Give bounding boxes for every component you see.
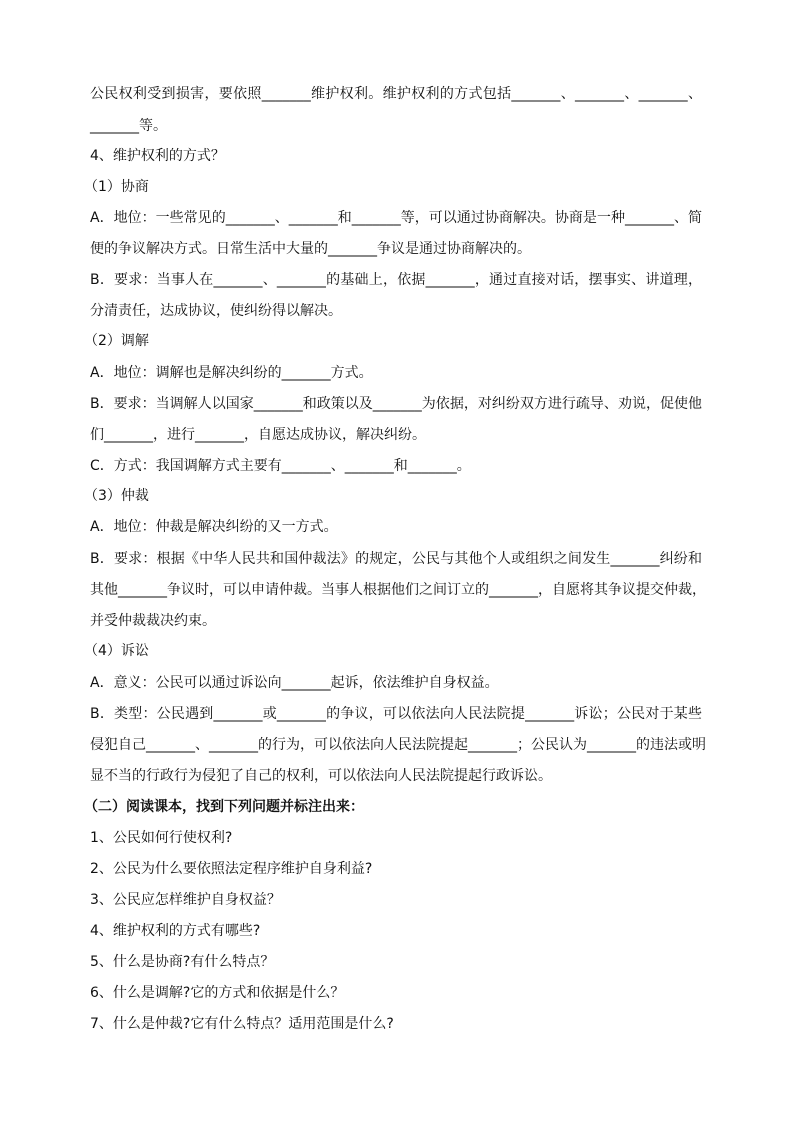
text-line: A．地位：一些常见的_______、_______和_______等，可以通过协商解决。协商是一种_______、简 bbox=[90, 210, 702, 226]
text-line: 们_______，进行_______，自愿达成协议，解决纠纷。 bbox=[90, 427, 426, 443]
question-item: 5、什么是协商?有什么特点？ bbox=[90, 954, 275, 970]
text-line: 并受仲裁裁决约束。 bbox=[90, 613, 216, 629]
text-line: A．意义：公民可以通过诉讼向_______起诉，依法维护自身权益。 bbox=[90, 675, 499, 691]
text-line: 便的争议解决方式。日常生活中大量的_______争议是通过协商解决的。 bbox=[90, 241, 531, 257]
text-line: 公民权利受到损害，要依照_______维护权利。维护权利的方式包括_______、_______、_______、 bbox=[90, 86, 702, 102]
question-item: 7、什么是仲裁?它有什么特点？适用范围是什么? bbox=[90, 1016, 394, 1032]
subsection-heading: （4）诉讼 bbox=[84, 643, 149, 659]
question-item: 6、什么是调解?它的方式和依据是什么？ bbox=[90, 985, 345, 1001]
text-line: 分清责任，达成协议，使纠纷得以解决。 bbox=[90, 303, 342, 319]
text-line: 显不当的行政行为侵犯了自己的权利，可以依法向人民法院提起行政诉讼。 bbox=[90, 768, 552, 784]
text-line: A．地位：调解也是解决纠纷的_______方式。 bbox=[90, 365, 373, 381]
text-line: B．要求：根据《中华人民共和国仲裁法》的规定，公民与其他个人或组织之间发生_______纠纷和 bbox=[90, 551, 702, 567]
section-heading: （二）阅读课本，找到下列问题并标注出来： bbox=[84, 799, 364, 815]
text-line: B．要求：当调解人以国家_______和政策以及_______为依据，对纠纷双方进行疏导、劝说，促使他 bbox=[90, 396, 702, 412]
text-line: C．方式：我国调解方式主要有_______、_______和_______。 bbox=[90, 458, 471, 474]
subsection-heading: （2）调解 bbox=[84, 333, 149, 349]
question-item: 1、公民如何行使权利? bbox=[90, 830, 233, 846]
text-line: 其他_______争议时，可以申请仲裁。当事人根据他们之间订立的_______，自愿将其争议提交仲裁， bbox=[90, 582, 706, 598]
section-heading: 4、维护权利的方式？ bbox=[90, 148, 225, 164]
text-line: B．要求：当事人在_______、_______的基础上，依据_______，通过直接对话，摆事实、讲道理， bbox=[90, 272, 702, 288]
question-item: 3、公民应怎样维护自身权益？ bbox=[90, 892, 281, 908]
question-item: 2、公民为什么要依照法定程序维护自身利益? bbox=[90, 861, 373, 877]
question-item: 4、维护权利的方式有哪些? bbox=[90, 923, 261, 939]
subsection-heading: （3）仲裁 bbox=[84, 488, 149, 504]
subsection-heading: （1）协商 bbox=[84, 179, 149, 195]
text-line: B．类型：公民遇到_______或_______的争议，可以依法向人民法院提_______诉讼；公民对于某些 bbox=[90, 706, 702, 722]
text-line: _______等。 bbox=[90, 118, 167, 134]
text-line: A．地位：仲裁是解决纠纷的又一方式。 bbox=[90, 519, 338, 535]
text-line: 侵犯自己_______、_______的行为，可以依法向人民法院提起_______；公民认为_______的违法或明 bbox=[90, 737, 706, 753]
